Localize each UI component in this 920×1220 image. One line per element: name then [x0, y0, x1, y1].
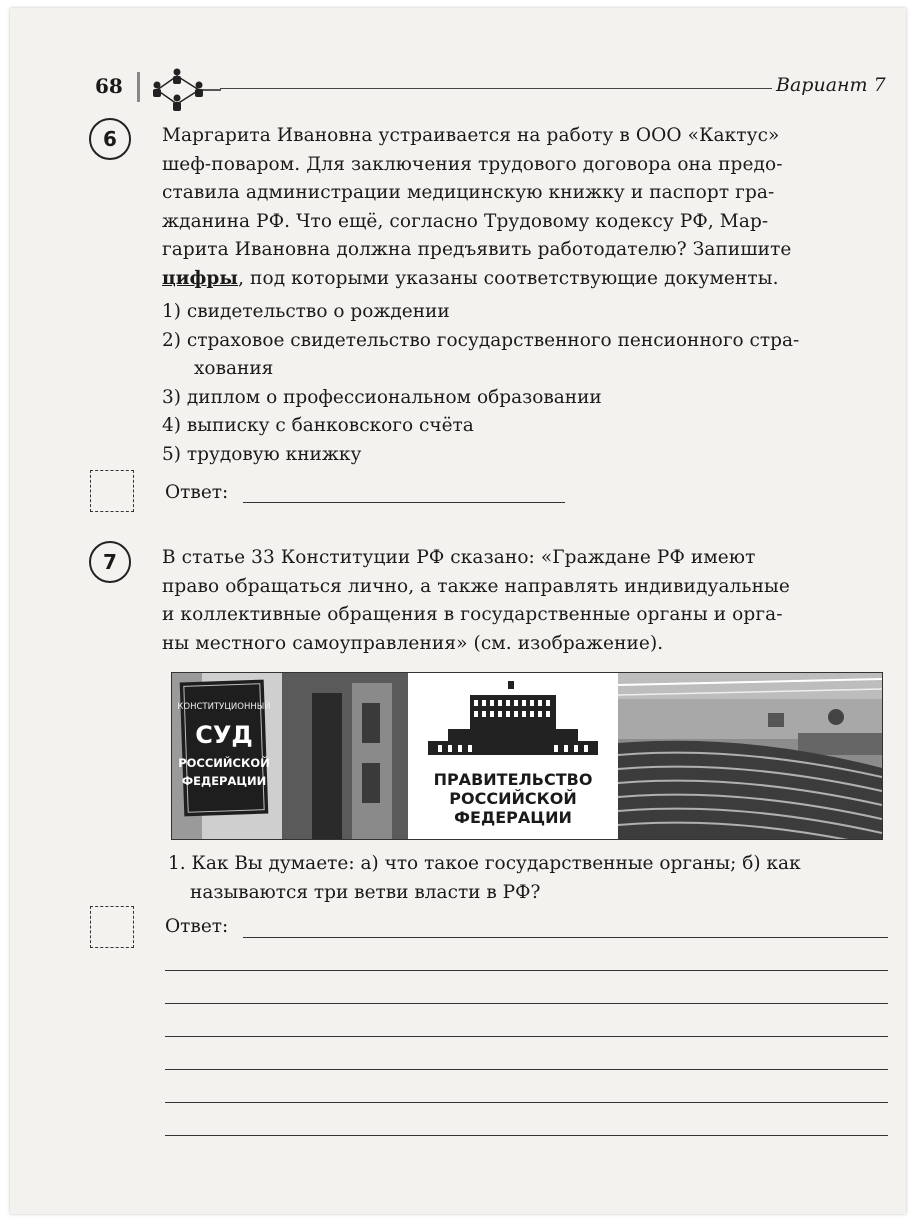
score-box-7 — [90, 906, 134, 948]
workbook-page — [10, 8, 906, 1214]
option: 1) свидетельство о рождении — [162, 301, 450, 322]
answer-field-7[interactable] — [243, 937, 888, 938]
answer-line[interactable] — [165, 1069, 888, 1070]
text-line: шеф-поваром. Для заключения трудового договора она предо- — [162, 153, 783, 175]
text-line: ны местного самоуправления» (см. изображение). — [162, 632, 664, 654]
answer-line[interactable] — [165, 1135, 888, 1136]
parliament-hall-photo — [618, 673, 882, 839]
state-bodies-image — [171, 672, 883, 840]
option: 4) выписку с банковского счёта — [162, 415, 474, 436]
text-line: жданина РФ. Что ещё, согласно Трудовому кодексу РФ, Мар- — [162, 210, 769, 232]
government-line-2: РОССИЙСКОЙ — [449, 789, 577, 808]
answer-line[interactable] — [165, 1102, 888, 1103]
text-line: В статье 33 Конституции РФ сказано: «Граждане РФ имеют — [162, 547, 756, 568]
subquestion-line: называются три ветви власти в РФ? — [190, 881, 541, 903]
text-line-rest: , под которыми указаны соответствующие документы. — [238, 267, 779, 289]
score-box-6 — [90, 470, 134, 512]
court-sign-line-2: СУД — [195, 721, 253, 749]
question-6-text — [162, 122, 791, 293]
constitutional-court-photo — [172, 673, 408, 839]
court-sign-line-3: РОССИЙСКОЙ — [178, 756, 270, 770]
answer-line[interactable] — [165, 970, 888, 971]
government-line-1: ПРАВИТЕЛЬСТВО — [433, 770, 593, 789]
court-sign-line-4: ФЕДЕРАЦИИ — [181, 774, 267, 788]
subquestion-line: 1. Как Вы думаете: а) что такое государственные органы; б) как — [168, 853, 801, 874]
question-7-number: 7 — [89, 541, 131, 583]
text-line: ставила администрации медицинскую книжку и паспорт гра- — [162, 182, 775, 203]
text-line — [162, 265, 791, 294]
question-7-subquestion — [168, 850, 801, 907]
text-line: и коллективные обращения в государственные органы и орга- — [162, 604, 783, 625]
text-line: право обращаться лично, а также направлять индивидуальные — [162, 575, 790, 597]
answer-line[interactable] — [165, 1003, 888, 1004]
option: 5) трудовую книжку — [162, 443, 362, 465]
text-line: гарита Ивановна должна предъявить работодателю? Запишите — [162, 239, 792, 260]
answer-line[interactable] — [165, 1036, 888, 1037]
question-6-options — [162, 298, 799, 469]
people-network-icon — [137, 68, 221, 116]
answer-field-6[interactable] — [243, 502, 565, 503]
question-6-number: 6 — [89, 118, 131, 160]
variant-label: Вариант 7 — [776, 74, 886, 96]
government-line-3: ФЕДЕРАЦИИ — [454, 808, 572, 827]
option-continuation: хования — [194, 358, 274, 379]
page-number: 68 — [95, 74, 123, 98]
page-header — [10, 8, 906, 118]
question-7-text — [162, 544, 790, 658]
court-sign-line-1: КОНСТИТУЦИОННЫЙ — [177, 702, 271, 712]
option: 3) диплом о профессиональном образовании — [162, 386, 602, 408]
government-logo — [408, 673, 618, 839]
header-rule — [220, 88, 772, 89]
answer-label-6: Ответ: — [165, 482, 229, 503]
emphasis-digits: цифры — [162, 267, 239, 289]
answer-label-7: Ответ: — [165, 916, 229, 937]
text-line: Маргарита Ивановна устраивается на работу в ООО «Кактус» — [162, 125, 780, 146]
option: 2) страховое свидетельство государственного пенсионного стра- — [162, 329, 800, 351]
